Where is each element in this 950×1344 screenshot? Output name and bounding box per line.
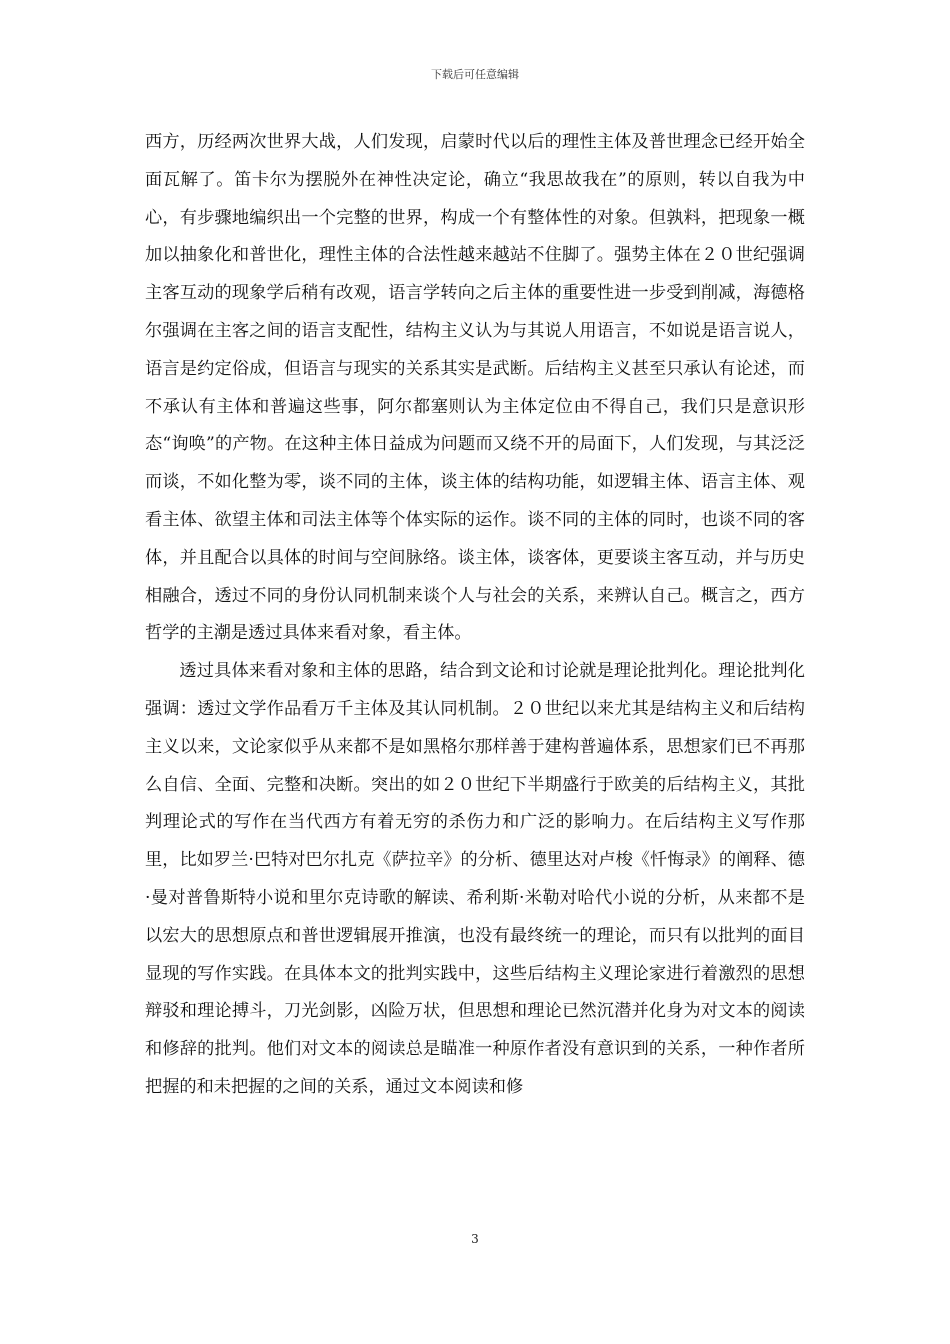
paragraph-2: 透过具体来看对象和主体的思路，结合到文论和讨论就是理论批判化。理论批判化强调：透过文学作品看万千主体及其认同机制。２０世纪以来尤其是结构主义和后结构主义以来，文论家似乎从来都不是如黑格尔那样善于建构普遍体系，思想家们已不再那么自信、全面、完整和决断。突出的如２０世纪下半期盛行于欧美的后结构主义，其批判理论式的写作在当代西方有着无穷的杀伤力和广泛的影响力。在后结构主义写作那里，比如罗兰·巴特对巴尔扎克《萨拉辛》的分析、德里达对卢梭《忏悔录》的阐释、德·曼对普鲁斯特小说和里尔克诗歌的解读、希利斯·米勒对哈代小说的分析，从来都不是以宏大的思想原点和普世逻辑展开推演，也没有最终统一的理论，而只有以批判的面目显现的写作实践。在具体本文的批判实践中，这些后结构主义理论家进行着激烈的思想辩驳和理论搏斗，刀光剑影，凶险万状，但思想和理论已然沉潜并化身为对文本的阅读和修辞的批判。他们对文本的阅读总是瞄准一种原作者没有意识到的关系，一种作者所把握的和未把握的之间的关系，通过文本阅读和修	[145, 661, 805, 1097]
page-number: 3	[471, 1232, 479, 1246]
page-header: 下载后可任意编辑	[431, 68, 519, 81]
paragraph-1: 西方，历经两次世界大战，人们发现，启蒙时代以后的理性主体及普世理念已经开始全面瓦解了。笛卡尔为摆脱外在神性决定论，确立“我思故我在”的原则，转以自我为中心，有步骤地编织出一个完整的世界，构成一个有整体性的对象。但孰料，把现象一概加以抽象化和普世化，理性主体的合法性越来越站不住脚了。强势主体在２０世纪强调主客互动的现象学后稍有改观，语言学转向之后主体的重要性进一步受到削减，海德格尔强调在主客之间的语言支配性，结构主义认为与其说人用语言，不如说是语言说人，语言是约定俗成，但语言与现实的关系其实是武断。后结构主义甚至只承认有论述，而不承认有主体和普遍这些事，阿尔都塞则认为主体定位由不得自己，我们只是意识形态“询唤”的产物。在这种主体日益成为问题而又绕不开的局面下，人们发现，与其泛泛而谈，不如化整为零，谈不同的主体，谈主体的结构功能，如逻辑主体、语言主体、观看主体、欲望主体和司法主体等个体实际的运作。谈不同的主体的同时，也谈不同的客体，并且配合以具体的时间与空间脉络。谈主体，谈客体，更要谈主客互动，并与历史相融合，透过不同的身份认同机制来谈个人与社会的关系，来辨认自己。概言之，西方哲学的主潮是透过具体来看对象，看主体。	[145, 132, 805, 644]
body-text	[145, 124, 805, 1107]
